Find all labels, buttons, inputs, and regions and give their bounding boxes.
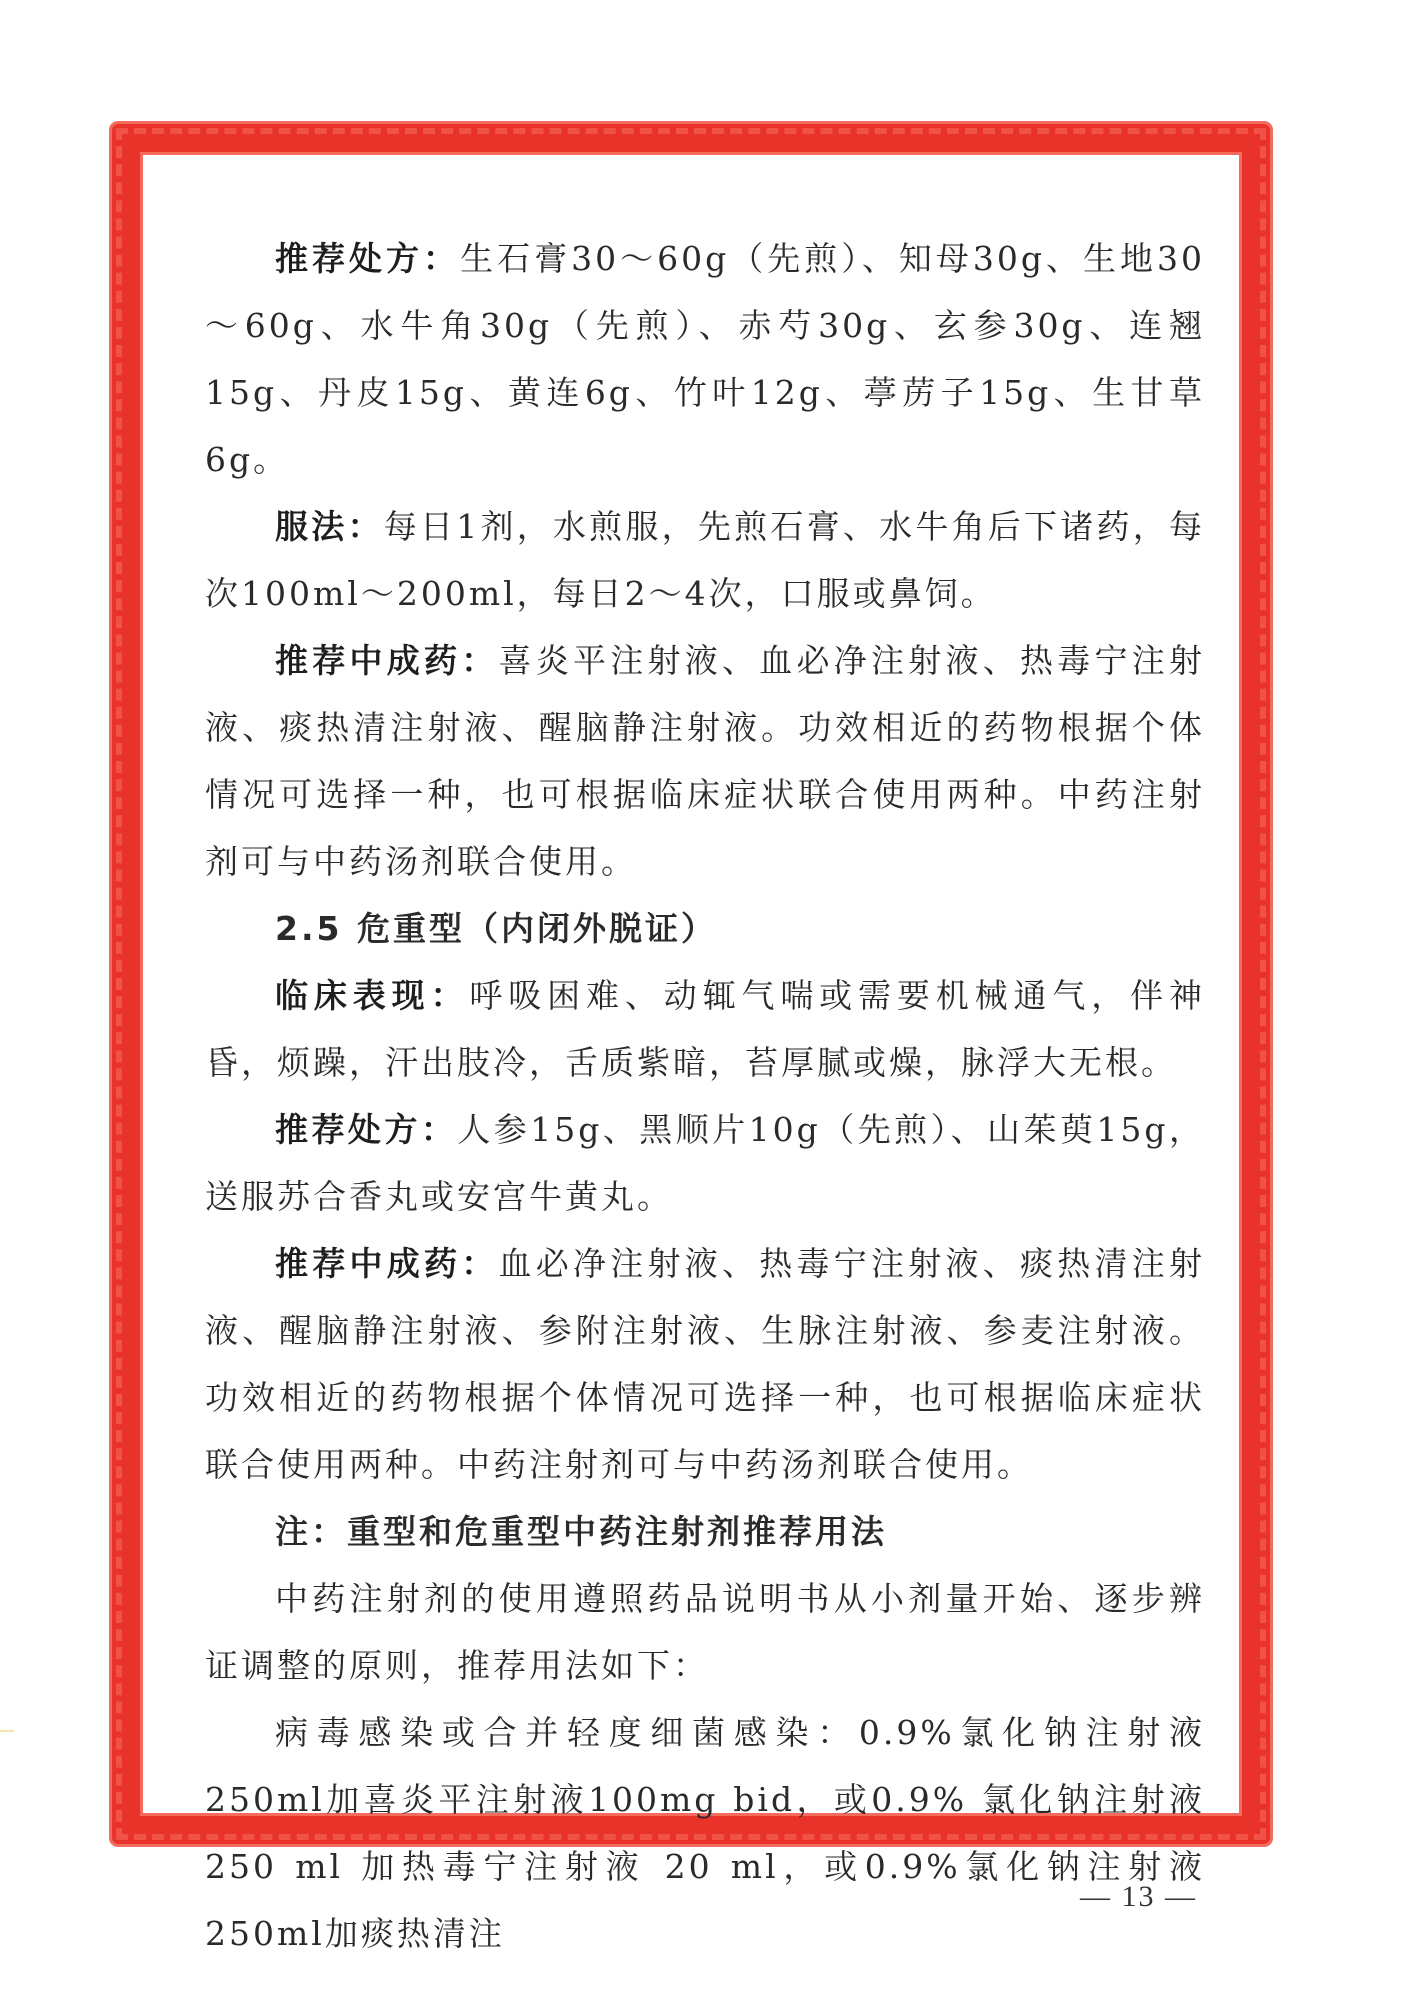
paragraph-note-intro	[205, 1565, 1205, 1699]
label-usage: 服法：	[275, 507, 384, 546]
text-usage: 每日1剂，水煎服，先煎石膏、水牛角后下诸药，每次100ml～200ml，每日2～4次，口服或鼻饲。	[205, 507, 1206, 613]
document-body	[205, 225, 1205, 1967]
label-patent-medicine: 推荐中成药：	[275, 641, 499, 680]
note-heading: 注：重型和危重型中药注射剂推荐用法	[275, 1512, 887, 1551]
text-note-intro: 中药注射剂的使用遵照药品说明书从小剂量开始、逐步辨证调整的原则，推荐用法如下：	[205, 1579, 1205, 1685]
paragraph-note-usage	[205, 1699, 1205, 1967]
text-prescription: 生石膏30～60g（先煎）、知母30g、生地30～60g、水牛角30g（先煎）、赤芍30g、玄参30g、连翘15g、丹皮15g、黄连6g、竹叶12g、葶苈子15g、生甘草6g。	[205, 239, 1206, 479]
label-prescription-critical: 推荐处方：	[275, 1110, 458, 1149]
paragraph-clinical	[205, 962, 1205, 1096]
section-heading: 2.5 危重型（内闭外脱证）	[275, 909, 717, 948]
text-patent-medicine: 喜炎平注射液、血必净注射液、热毒宁注射液、痰热清注射液、醒脑静注射液。功效相近的药物根据个体情况可选择一种，也可根据临床症状联合使用两种。中药注射剂可与中药汤剂联合使用。	[205, 641, 1205, 881]
paragraph-prescription-critical	[205, 1096, 1205, 1230]
paragraph-patent-medicine-critical	[205, 1230, 1205, 1498]
text-note-usage: 病毒感染或合并轻度细菌感染：0.9%氯化钠注射液250ml加喜炎平注射液100mg bid，或0.9% 氯化钠注射液 250 ml 加热毒宁注射液 20 ml，或0.9%氯化钠注射液250ml加痰热清注	[205, 1713, 1205, 1953]
text-prescription-critical: 人参15g、黑顺片10g（先煎）、山茱萸15g，送服苏合香丸或安宫牛黄丸。	[205, 1110, 1205, 1216]
paragraph-patent-medicine	[205, 627, 1205, 895]
paragraph-prescription	[205, 225, 1205, 493]
label-patent-medicine-critical: 推荐中成药：	[275, 1244, 499, 1283]
label-prescription: 推荐处方：	[275, 239, 461, 278]
text-patent-medicine-critical: 血必净注射液、热毒宁注射液、痰热清注射液、醒脑静注射液、参附注射液、生脉注射液、参麦注射液。功效相近的药物根据个体情况可选择一种，也可根据临床症状联合使用两种。中药注射剂可与中药汤剂联合使用。	[205, 1244, 1205, 1484]
paragraph-usage	[205, 493, 1205, 627]
text-clinical: 呼吸困难、动辄气喘或需要机械通气，伴神昏，烦躁，汗出肢冷，舌质紫暗，苔厚腻或燥，脉浮大无根。	[205, 976, 1206, 1082]
label-clinical: 临床表现：	[275, 976, 470, 1015]
margin-mark	[0, 1730, 14, 1732]
page-number: — 13 —	[1080, 1880, 1197, 1913]
